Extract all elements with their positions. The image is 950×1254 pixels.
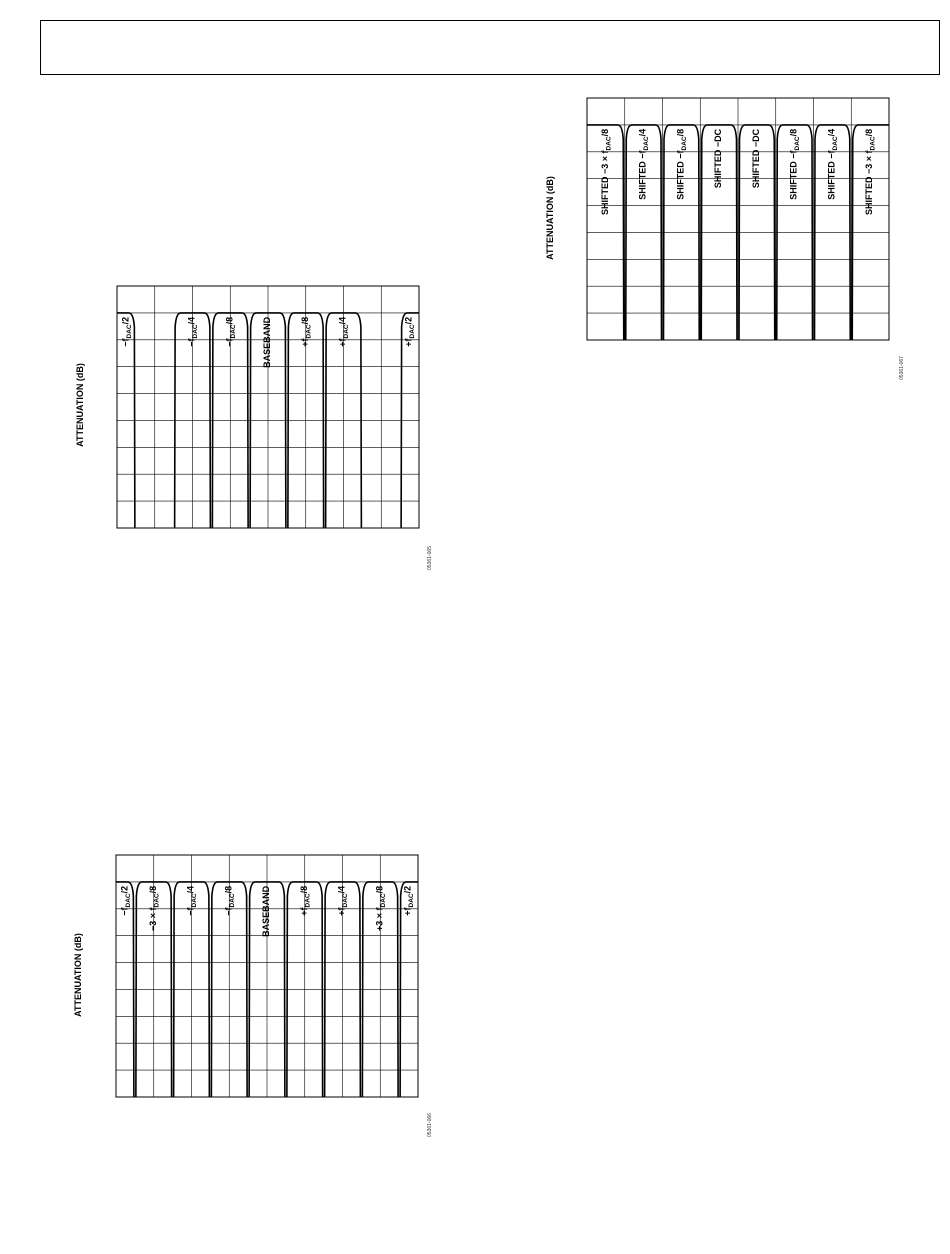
band-label-suffix: /4 [186, 316, 197, 325]
band-label [337, 886, 349, 916]
band-label [299, 886, 311, 916]
band-label-subscript: DAC [831, 136, 839, 151]
band-label-text: −f [119, 907, 130, 916]
band-label-suffix: /4 [638, 128, 648, 137]
band-label [600, 129, 612, 215]
band-label-text: BASEBAND [262, 316, 273, 368]
band-label-text: SHIFTED −3 × f [600, 150, 611, 216]
band-label-subscript: DAC [605, 136, 613, 151]
band-label-text: +f [336, 907, 347, 916]
band-label-text: SHIFTED −3 × f [864, 150, 875, 216]
y-axis-label: ATTENUATION (dB) [75, 363, 85, 447]
band-label-suffix: /8 [864, 128, 875, 137]
band-label-subscript: DAC [304, 324, 312, 339]
band-label-text: SHIFTED −DC [713, 128, 724, 189]
band-label [865, 129, 877, 215]
band-label [404, 317, 416, 347]
band-label-text: +f [402, 907, 413, 916]
band-label-subscript: DAC [680, 136, 688, 151]
band-label [676, 129, 688, 200]
band-label-subscript: DAC [191, 324, 199, 339]
figure-id: 05361-065 [427, 546, 433, 570]
band-label-text: −f [185, 907, 196, 916]
filter-response-chart-3 [586, 97, 890, 341]
band-label-subscript: DAC [228, 893, 236, 908]
band-label-text: SHIFTED −f [675, 150, 686, 200]
band-label [186, 886, 198, 916]
band-label-text: SHIFTED −f [638, 150, 648, 200]
filter-response-chart-1 [116, 285, 420, 529]
band-label-subscript: DAC [642, 136, 650, 151]
band-label-suffix: /2 [120, 316, 131, 325]
band-label-subscript: DAC [342, 324, 350, 339]
band-label-suffix: /4 [826, 128, 837, 137]
band-label-text: −f [186, 338, 197, 347]
band-label [789, 129, 801, 200]
band-label-subscript: DAC [124, 893, 132, 908]
band-label-subscript: DAC [341, 893, 349, 908]
band-label-suffix: /2 [119, 885, 130, 894]
band-label-text: +f [299, 907, 310, 916]
band-label-text: −f [223, 907, 234, 916]
band-label-suffix: /4 [337, 316, 348, 325]
band-label [225, 317, 237, 347]
band-label-subscript: DAC [407, 893, 415, 908]
band-label-text: +f [337, 338, 348, 347]
page-header-box [40, 20, 940, 75]
band-label-suffix: /2 [403, 316, 414, 325]
figure-id: 05361-067 [899, 356, 905, 380]
band-label-subscript: DAC [379, 893, 387, 908]
band-label-suffix: /8 [789, 128, 799, 137]
band-label-subscript: DAC [229, 324, 237, 339]
band-label [714, 128, 724, 188]
band-label-suffix: /8 [600, 128, 611, 137]
band-label-suffix: /8 [224, 316, 235, 325]
band-label [121, 317, 133, 347]
band-label-subscript: DAC [303, 893, 311, 908]
band-label-suffix: /8 [675, 128, 686, 137]
band-label-subscript: DAC [793, 136, 801, 151]
band-label-text: BASEBAND [261, 885, 272, 937]
band-label-subscript: DAC [125, 324, 133, 339]
band-label [120, 886, 132, 916]
y-axis-label: ATTENUATION (dB) [545, 176, 555, 260]
band-label-suffix: /8 [223, 885, 234, 894]
band-label [224, 886, 236, 916]
band-label-subscript: DAC [869, 136, 877, 151]
band-label-suffix: /4 [336, 885, 347, 894]
band-label [638, 129, 650, 200]
band-label-suffix: /4 [185, 885, 196, 894]
band-label-text: −3 × f [148, 907, 159, 932]
band-label-subscript: DAC [408, 324, 416, 339]
band-label-suffix: /2 [402, 885, 413, 894]
band-label [403, 886, 415, 916]
band-label-suffix: /8 [374, 885, 385, 894]
band-label-text: +f [300, 338, 311, 347]
band-label-suffix: /8 [299, 885, 310, 894]
band-label [261, 885, 271, 937]
band-label [751, 128, 761, 188]
band-label-text: SHIFTED −DC [751, 128, 762, 189]
y-axis-label: ATTENUATION (dB) [73, 933, 83, 1017]
band-label-text: +f [403, 338, 414, 347]
band-label-text: SHIFTED −f [826, 150, 837, 200]
band-label [338, 317, 350, 347]
band-label [148, 886, 160, 931]
band-label [262, 316, 272, 368]
figure-id: 05361-066 [427, 1113, 433, 1137]
band-label-text: −f [120, 338, 131, 347]
band-label [375, 886, 387, 931]
band-label [187, 317, 199, 347]
band-label [827, 129, 839, 200]
band-label-suffix: /8 [300, 316, 311, 325]
band-label-subscript: DAC [190, 893, 198, 908]
band-label-text: −f [224, 338, 235, 347]
filter-response-chart-2 [115, 854, 419, 1098]
band-label-subscript: DAC [152, 893, 160, 908]
band-label [300, 317, 312, 347]
band-label-text: SHIFTED −f [789, 150, 799, 200]
band-label-suffix: /8 [148, 885, 159, 894]
band-label-text: +3 × f [374, 907, 385, 932]
